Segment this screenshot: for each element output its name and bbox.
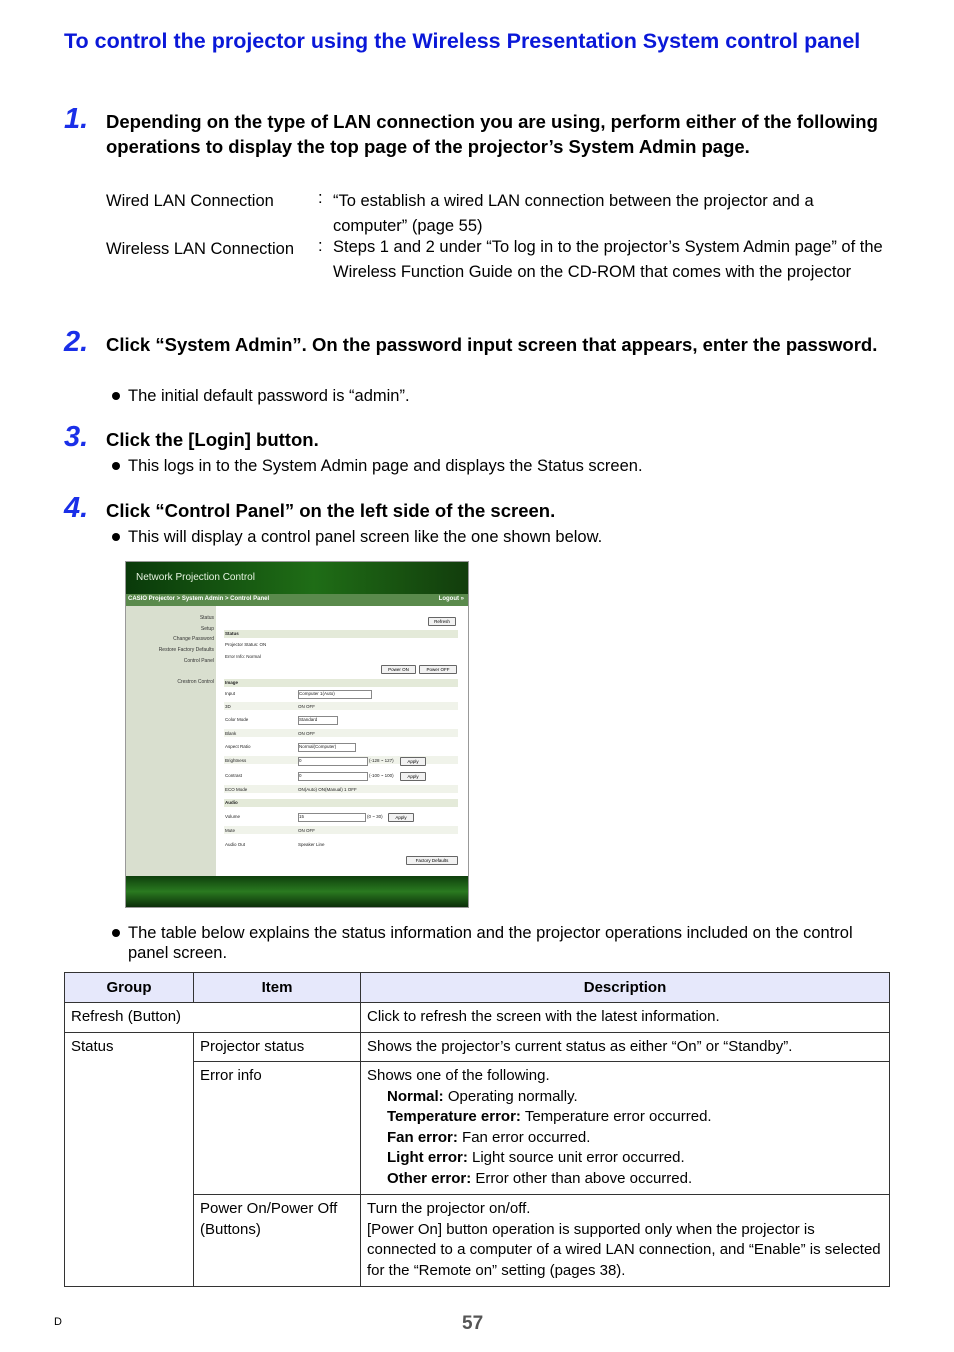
power-item-line-2: (Buttons) [200,1220,261,1238]
screenshot-row-label: ECO Mode [225,787,248,792]
status-group-cell: Status [65,1033,194,1287]
screenshot-image-head-row [224,679,458,687]
control-panel-screenshot [125,561,469,908]
table-row [65,1033,890,1062]
screenshot-row-bg [224,826,458,834]
error-value: Fan error occurred. [457,1128,591,1146]
wireless-colon: : [318,237,323,255]
screenshot-audio-label: Volume [225,814,241,819]
header-group: Group [65,973,194,1003]
power-item-line-1: Power On/Power Off [200,1200,338,1217]
footer-letter: D [54,1316,62,1328]
screenshot-header-title: Network Projection Control [136,572,255,583]
wired-colon: : [318,189,323,207]
error-info-item-cell: Error info [194,1062,361,1195]
page-number: 57 [462,1313,484,1334]
screenshot-row-value: ON OFF [298,704,315,709]
screenshot-audio-value: ON OFF [298,828,315,833]
screenshot-projector-status: Projector Status: ON [225,642,267,647]
screenshot-row-value: ON(Auto) ON(Manual) 1 OFF [298,787,357,792]
screenshot-row-value: Standard [298,716,338,725]
error-entry [367,1107,883,1128]
power-item-cell [194,1195,361,1287]
screenshot-row-bg [224,702,458,710]
screenshot-audio-range: (0 ~ 30) [367,814,383,819]
screenshot-row-label: Contrast [225,773,243,778]
error-value: Light source unit error occurred. [467,1149,685,1166]
screenshot-status-head-row [224,630,458,638]
step-1-text: Depending on the type of LAN connection you are using, perform either of the following operations to display the top page of the projector’s System Admin page. [106,111,878,157]
error-entry [367,1128,883,1149]
step-2-number: 2. [64,326,89,358]
bullet-control-panel: This will display a control panel screen like the one shown below. [128,527,878,547]
step-1-number: 1. [64,103,89,135]
refresh-desc-cell: Click to refresh the screen with the latest information. [361,1003,890,1033]
step-3-number: 3. [64,421,89,453]
error-key: Light error: [387,1149,468,1166]
error-entry [367,1087,883,1108]
bullet-table-intro: The table below explains the status information and the projector operations included on the control panel screen. [128,923,888,963]
error-value: Error other than above occurred. [471,1169,693,1187]
status-operations-table [64,972,890,1287]
screenshot-nav-setup: Setup [200,626,214,632]
screenshot-row-range: (-100 ~ 100) [369,773,394,778]
screenshot-image-head: Image [225,680,239,685]
screenshot-row-value: ON OFF [298,731,315,736]
refresh-group-cell: Refresh (Button) [65,1003,361,1033]
screenshot-footer [126,876,468,907]
screenshot-nav-control-panel: Control Panel [183,658,214,664]
error-entry [367,1169,883,1190]
header-description: Description [361,973,890,1003]
error-key: Temperature error: [387,1108,521,1125]
screenshot-row-bg [224,729,458,737]
screenshot-nav-change-password: Change Password [173,636,214,642]
screenshot-status-head: Status [225,631,239,636]
screenshot-row-label: 3D [225,704,231,709]
screenshot-audio-head-row [224,799,458,807]
error-intro: Shows one of the following. [367,1067,550,1084]
projector-status-item-cell: Projector status [194,1033,361,1062]
screenshot-row-label: Blank [225,731,237,736]
screenshot-breadcrumb: CASIO Projector > System Admin > Control Panel [128,596,270,602]
error-key: Normal: [387,1087,444,1105]
screenshot-row-label: Input [225,691,236,696]
screenshot-audio-value: Speaker Line [298,842,325,847]
screenshot-row-range: (-128 ~ 127) [369,758,394,763]
error-key: Fan error: [387,1128,458,1146]
screenshot-apply-button: Apply [388,813,414,822]
step-4-number: 4. [64,492,89,524]
projector-status-desc-cell: Shows the projector’s current status as either “On” or “Standby”. [361,1033,890,1062]
screenshot-row-label: Aspect Ratio [225,744,251,749]
screenshot-row-value: Computer 1(Auto) [298,690,372,699]
screenshot-refresh-button: Refresh [428,617,456,626]
bullet-default-password: The initial default password is “admin”. [128,386,878,406]
bullet-login: This logs in to the System Admin page and displays the Status screen. [128,456,878,476]
wireless-label: Wireless LAN Connection [106,240,294,258]
screenshot-audio-label: Audio Out [225,842,246,847]
step-4-text: Click “Control Panel” on the left side of the screen. [106,500,556,521]
screenshot-error-info: Error Info: Normal [225,654,261,659]
power-desc-line-2: [Power On] button operation is supported only when the projector is connected to a computer of a wired LAN connection, and “Enable” is selected for the “Remote on” setting (pages 38). [367,1220,881,1279]
wired-desc: “To establish a wired LAN connection between the projector and a computer” (page 55) [333,192,814,235]
screenshot-row-value: Normal(Computer) [298,743,356,752]
table-row [65,1003,890,1033]
error-value: Temperature error occurred. [520,1108,712,1125]
screenshot-apply-button: Apply [400,757,426,766]
screenshot-logout: Logout » [438,596,464,602]
screenshot-audio-label: Mute [225,828,236,833]
screenshot-audio-value: 15 [298,813,366,822]
error-entry [367,1148,883,1169]
wired-label: Wired LAN Connection [106,192,274,210]
screenshot-row-label: Color Mode [225,717,249,722]
error-key: Other error: [387,1169,472,1187]
screenshot-power-on-button: Power ON [381,665,416,674]
screenshot-nav-restore: Restore Factory Defaults [158,647,214,653]
header-item: Item [194,973,361,1003]
screenshot-row-label: Brightness [225,758,247,763]
screenshot-apply-button: Apply [400,772,426,781]
screenshot-row-value: 0 [298,757,368,766]
error-value: Operating normally. [443,1087,578,1105]
error-info-desc-cell [361,1062,890,1195]
page-title: To control the projector using the Wireless Presentation System control panel [64,29,861,53]
screenshot-audio-head: Audio [225,800,238,805]
screenshot-row-value: 0 [298,772,368,781]
screenshot-nav-crestron: Crestron Control [177,679,214,685]
step-3-text: Click the [Login] button. [106,429,319,450]
power-desc-line-1: Turn the projector on/off. [367,1200,531,1217]
table-header-row [65,973,890,1003]
wireless-desc: Steps 1 and 2 under “To log in to the projector’s System Admin page” of the Wireless Function Guide on the CD-ROM that comes with the projector [333,238,883,281]
power-desc-cell [361,1195,890,1287]
screenshot-factory-defaults-button: Factory Defaults [406,856,458,865]
step-2-text: Click “System Admin”. On the password input screen that appears, enter the password. [106,334,878,355]
screenshot-nav-status: Status [199,615,214,621]
screenshot-power-off-button: Power OFF [419,665,457,674]
